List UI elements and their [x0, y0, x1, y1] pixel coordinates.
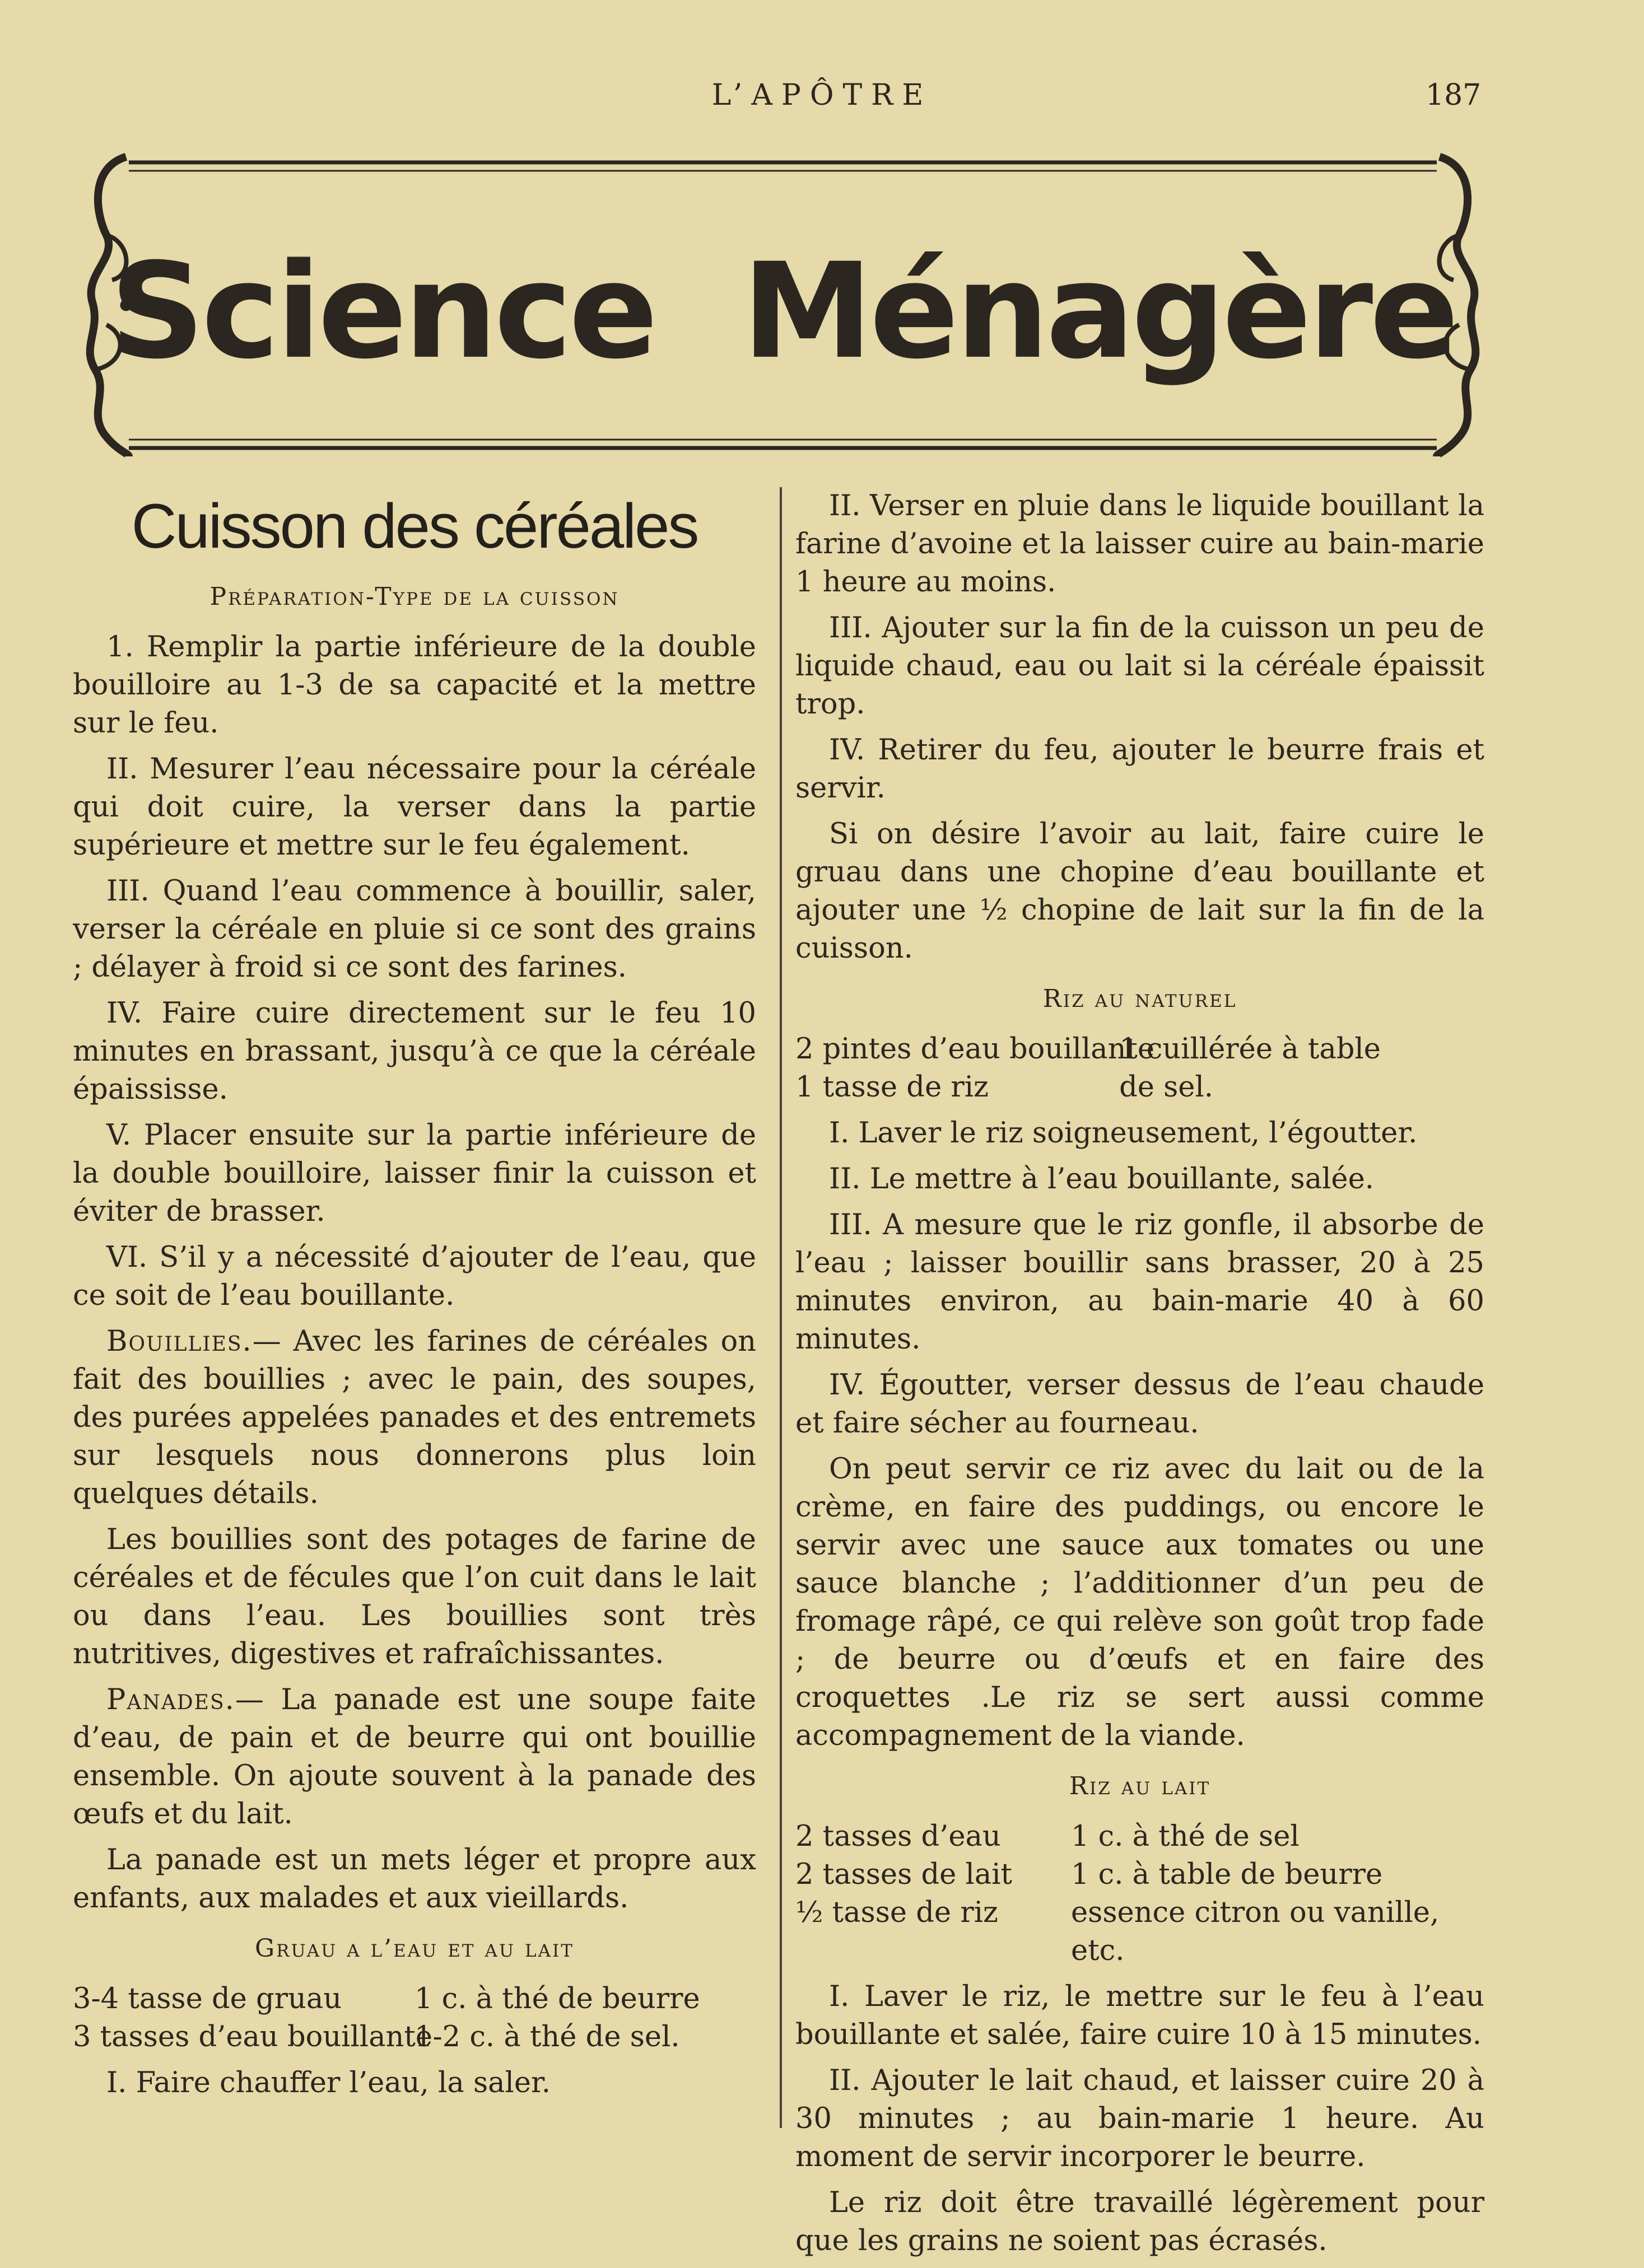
riz-naturel-step-4: IV. Égoutter, verser dessus de l’eau chaude et faire sécher au fourneau. — [795, 1369, 1484, 1440]
article-title: Cuisson des céréales — [131, 491, 698, 561]
ingredient: 1 tasse de riz — [795, 1071, 989, 1104]
panades-paragraph-2: La panade est un mets léger et propre aux enfants, aux malades et aux vieillards. — [73, 1844, 756, 1915]
ingredient: 1 c. à table de beurre — [1071, 1858, 1383, 1891]
bouillies-lead: Bouillies. — [106, 1325, 253, 1358]
left-column — [73, 487, 756, 2110]
running-title: L’APÔTRE — [711, 78, 933, 112]
riz-naturel-step-2: II. Le mettre à l’eau bouillante, salée. — [829, 1163, 1375, 1196]
step-6: VI. S’il y a nécessité d’ajouter de l’eau, que ce soit de l’eau bouillante. — [73, 1241, 756, 1312]
riz-lait-ingredients — [795, 1818, 1484, 1970]
panades-text: — La panade est une soupe faite d’eau, de pain et de beurre qui ont bouillie ensemble. On ajoute souvent à la panade des œufs et du lait. — [73, 1683, 756, 1831]
step-1: 1. Remplir la partie inférieure de la double bouilloire au 1-3 de sa capacité et la mettre sur le feu. — [73, 631, 756, 740]
section-heading-riz-naturel: Riz au naturel — [1042, 984, 1237, 1013]
riz-lait-step-1: I. Laver le riz, le mettre sur le feu à l’eau bouillante et salée, faire cuire 10 à 15 minutes. — [795, 1980, 1484, 2051]
right-column — [795, 487, 1484, 2268]
ingredient: 2 tasses d’eau — [795, 1820, 1001, 1853]
ingredient: 3-4 tasse de gruau — [73, 1982, 342, 2015]
gruau-step-3: III. Ajouter sur la fin de la cuisson un peu de liquide chaud, eau ou lait si la céréale épaissit trop. — [795, 612, 1484, 721]
step-2: II. Mesurer l’eau nécessaire pour la céréale qui doit cuire, la verser dans la partie supérieure et mettre sur le feu également. — [73, 753, 756, 862]
ingredient: 1 cuillérée à table — [1119, 1033, 1381, 1066]
ingredient: ½ tasse de riz — [795, 1896, 998, 1929]
gruau-step-2: II. Verser en pluie dans le liquide bouillant la farine d’avoine et la laisser cuire au bain-marie 1 heure au moins. — [795, 489, 1484, 599]
gruau-step-1: I. Faire chauffer l’eau, la saler. — [106, 2066, 551, 2099]
page-number: 187 — [1426, 78, 1482, 112]
section-heading-riz-lait: Riz au lait — [1069, 1772, 1211, 1800]
bouillies-paragraph-2: Les bouillies sont des potages de farine de céréales et de fécules que l’on cuit dans le lait ou dans l’eau. Les bouillies sont très nutritives, digestives et rafraîchissantes. — [73, 1523, 756, 1670]
gruau-step-4: IV. Retirer du feu, ajouter le beurre frais et servir. — [795, 734, 1484, 805]
banner-title: Science Ménagère — [110, 235, 1456, 388]
bouillies-text: — Avec les farines de céréales on fait des bouillies ; avec le pain, des soupes, des purées appelées panades et des entremets sur lesquels nous donnerons plus loin quelques détails. — [73, 1325, 756, 1510]
ingredient: 1 c. à thé de sel — [1071, 1820, 1300, 1853]
gruau-note: Si on désire l’avoir au lait, faire cuire le gruau dans une chopine d’eau bouillante et ajouter une ½ chopine de lait sur la fin de la cuisson. — [795, 818, 1484, 965]
section-heading-preparation: Préparation-Type de la cuisson — [209, 582, 620, 611]
gruau-ingredients — [73, 1980, 756, 2056]
bouillies-paragraph — [73, 1323, 756, 1513]
ingredient: de sel. — [1119, 1071, 1214, 1104]
ingredient: 2 pintes d’eau bouillante — [795, 1033, 1155, 1066]
ingredient: 3 tasses d’eau bouillante — [73, 2020, 433, 2054]
riz-naturel-step-1: I. Laver le riz soigneusement, l’égoutter. — [829, 1117, 1418, 1150]
ingredient: 2 tasses de lait — [795, 1858, 1013, 1891]
step-4: IV. Faire cuire directement sur le feu 10 minutes en brassant, jusqu’à ce que la céréale épaississe. — [73, 997, 756, 1106]
riz-naturel-step-3: III. A mesure que le riz gonfle, il absorbe de l’eau ; laisser bouillir sans brasser, 20 à 25 minutes environ, au bain-marie 40 à 60 minutes. — [795, 1208, 1484, 1356]
riz-naturel-ingredients — [795, 1030, 1484, 1107]
panades-lead: Panades. — [106, 1683, 235, 1716]
riz-naturel-note: On peut servir ce riz avec du lait ou de la crème, en faire des puddings, ou encore le servir avec une sauce aux tomates ou une sauce blanche ; l’additionner d’un peu de fromage râpé, ce qui relève son goût trop fade ; de beurre ou d’œufs et en faire des croquettes .Le riz se sert aussi comme accompagnement de la viande. — [795, 1453, 1484, 1752]
section-heading-gruau: Gruau a l’eau et au lait — [255, 1934, 574, 1963]
ingredient: 1-2 c. à thé de sel. — [415, 2020, 680, 2054]
riz-lait-note: Le riz doit être travaillé légèrement pour que les grains ne soient pas écrasés. — [795, 2186, 1484, 2257]
step-3: III. Quand l’eau commence à bouillir, saler, verser la céréale en pluie si ce sont des grains ; délayer à froid si ce sont des farines. — [73, 875, 756, 984]
riz-lait-step-2: II. Ajouter le lait chaud, et laisser cuire 20 à 30 minutes ; au bain-marie 1 heure. Au moment de servir incorporer le beurre. — [795, 2064, 1484, 2173]
panades-paragraph — [73, 1681, 756, 1833]
column-divider — [780, 487, 782, 2128]
ingredient: essence citron ou vanille, etc. — [1071, 1896, 1440, 1967]
step-5: V. Placer ensuite sur la partie inférieure de la double bouilloire, laisser finir la cuisson et éviter de brasser. — [73, 1119, 756, 1228]
banner-frame — [73, 146, 1493, 465]
ingredient: 1 c. à thé de beurre — [415, 1982, 700, 2015]
